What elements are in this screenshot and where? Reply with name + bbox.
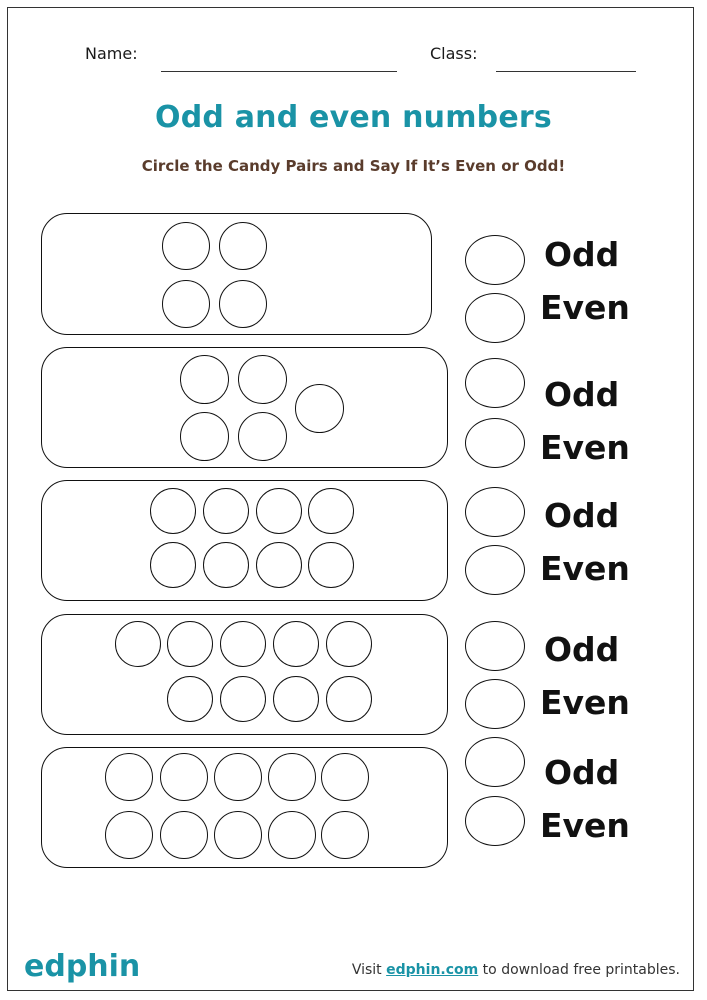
candy-icon[interactable] [326,621,372,667]
candy-icon[interactable] [203,542,249,588]
candy-icon[interactable] [162,222,210,270]
name-label: Name: [85,44,138,63]
candy-icon[interactable] [219,222,267,270]
candy-icon[interactable] [105,753,153,801]
candy-icon[interactable] [160,753,208,801]
footer-suffix: to download free printables. [478,962,680,978]
odd-choice-2[interactable] [465,358,525,408]
candy-icon[interactable] [256,542,302,588]
page-title: Odd and even numbers [155,100,552,135]
candy-icon[interactable] [326,676,372,722]
edphin-link[interactable]: edphin.com [386,962,479,978]
candy-icon[interactable] [162,280,210,328]
odd-label: Odd [544,235,620,274]
name-field[interactable] [161,71,397,72]
candy-icon[interactable] [238,355,287,404]
even-choice-3[interactable] [465,545,525,595]
candy-icon[interactable] [150,488,196,534]
even-choice-2[interactable] [465,418,525,468]
candy-icon[interactable] [160,811,208,859]
instructions: Circle the Candy Pairs and Say If It’s Even or Odd! [141,157,566,175]
class-field[interactable] [496,71,636,72]
candy-icon[interactable] [203,488,249,534]
odd-choice-3[interactable] [465,487,525,537]
odd-choice-4[interactable] [465,621,525,671]
odd-label: Odd [544,375,620,414]
even-choice-4[interactable] [465,679,525,729]
candy-icon[interactable] [268,811,316,859]
edphin-logo: edphin [24,949,141,984]
candy-icon[interactable] [214,753,262,801]
candy-icon[interactable] [220,621,266,667]
footer-text [352,962,680,978]
even-choice-1[interactable] [465,293,525,343]
candy-icon[interactable] [256,488,302,534]
candy-icon[interactable] [321,753,369,801]
odd-choice-5[interactable] [465,737,525,787]
candy-icon[interactable] [308,542,354,588]
candy-icon[interactable] [167,676,213,722]
odd-label: Odd [544,630,620,669]
candy-icon[interactable] [105,811,153,859]
candy-icon[interactable] [273,621,319,667]
even-label: Even [540,683,630,722]
candy-icon[interactable] [150,542,196,588]
odd-choice-1[interactable] [465,235,525,285]
candy-icon[interactable] [180,355,229,404]
odd-label: Odd [544,753,620,792]
footer-prefix: Visit [351,962,387,978]
class-label: Class: [430,44,478,63]
candy-icon[interactable] [214,811,262,859]
candy-icon[interactable] [295,384,344,433]
odd-label: Odd [544,496,620,535]
candy-icon[interactable] [321,811,369,859]
even-label: Even [540,288,630,327]
candy-icon[interactable] [273,676,319,722]
candy-icon[interactable] [115,621,161,667]
candy-icon[interactable] [308,488,354,534]
candy-icon[interactable] [219,280,267,328]
even-choice-5[interactable] [465,796,525,846]
candy-icon[interactable] [180,412,229,461]
candy-icon[interactable] [220,676,266,722]
candy-icon[interactable] [167,621,213,667]
candy-icon[interactable] [268,753,316,801]
even-label: Even [540,549,630,588]
even-label: Even [540,806,630,845]
even-label: Even [540,428,630,467]
candy-icon[interactable] [238,412,287,461]
